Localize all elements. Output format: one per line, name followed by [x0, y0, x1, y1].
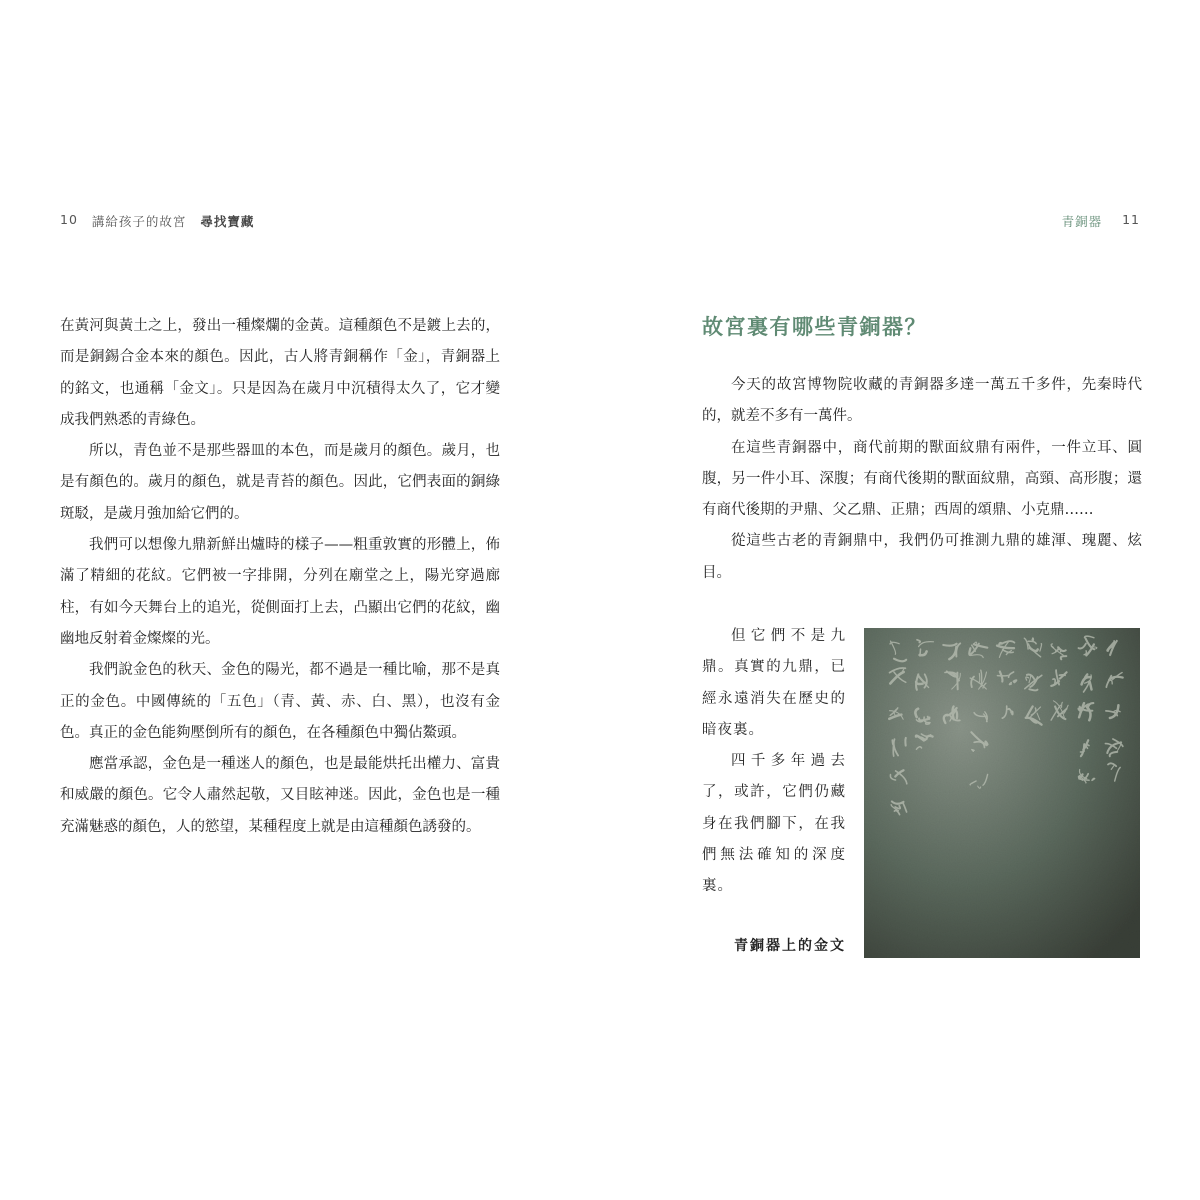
- side-paragraph: 四千多年過去了，或許，它們仍藏身在我們腳下，在我們無法確知的深度裏。: [702, 753, 846, 895]
- side-text: [702, 621, 846, 903]
- left-paragraph: 所以，青色並不是那些器皿的本色，而是歲月的顏色。歲月，也是有顏色的。歲月的顏色，就是青苔的顏色。因此，它們表面的銅綠斑駁，是歲月強加給它們的。: [60, 443, 500, 522]
- left-paragraph: 應當承認，金色是一種迷人的顏色，也是最能烘托出權力、富貴和威嚴的顏色。它令人肅然起敬，又目眩神迷。因此，金色也是一種充滿魅惑的顏色，人的慾望，某種程度上就是由這種顏色誘發的。: [60, 756, 500, 835]
- book-title: 講給孩子的故宮: [91, 214, 187, 229]
- inscription-stroke: [1033, 638, 1034, 640]
- left-running-head: [60, 212, 254, 230]
- section-title: 青銅器: [1061, 214, 1103, 229]
- right-paragraph: 在這些青銅器中，商代前期的獸面紋鼎有兩件，一件立耳、圓腹，另一件小耳、深腹；有商代後期的獸面紋鼎，高頸、高形腹；還有商代後期的尹鼎、父乙鼎、正鼎；西周的頌鼎、小克鼎……: [702, 439, 1142, 519]
- right-page-number: 11: [1122, 212, 1140, 227]
- section-heading: 故宮裏有哪些青銅器？: [702, 315, 927, 339]
- right-paragraph: 從這些古老的青銅鼎中，我們仍可推測九鼎的雄渾、瑰麗、炫目。: [702, 533, 1142, 581]
- book-subtitle: 尋找寶藏: [200, 214, 255, 229]
- left-paragraph: 在黃河與黃土之上，發出一種燦爛的金黃。這種顏色不是鍍上去的，而是銅錫合金本來的顏色。因此，古人將青銅稱作「金」，青銅器上的銘文，也通稱「金文」。只是因為在歲月中沉積得太久了，它才變成我們熟悉的青綠色。: [60, 318, 500, 428]
- side-paragraph: 但它們不是九鼎。真實的九鼎，已經永遠消失在歷史的暗夜裏。: [702, 628, 846, 738]
- inscription-stroke: [928, 717, 930, 720]
- inscription-stroke: [953, 707, 954, 720]
- photo-caption: 青銅器上的金文: [734, 938, 846, 954]
- inscription-stroke: [892, 740, 893, 744]
- right-body-text: [702, 370, 1142, 589]
- inscription-stroke: [1029, 689, 1037, 690]
- right-paragraph: 今天的故宮博物院收藏的青銅器多達一萬五千多件，先秦時代的，就差不多有一萬件。: [702, 377, 1142, 425]
- right-page: [600, 0, 1200, 1200]
- left-body-text: [60, 311, 500, 843]
- left-page-number: 10: [60, 212, 78, 227]
- inscription-stroke: [1014, 680, 1017, 682]
- left-paragraph: 我們說金色的秋天、金色的陽光，都不過是一種比喻，那不是真正的金色。中國傳統的「五色」（青、黃、赤、白、黑），也沒有金色。真正的金色能夠壓倒所有的顏色，在各種顏色中獨佔鰲頭。: [60, 662, 500, 741]
- right-running-head: [1062, 212, 1140, 230]
- left-paragraph: 我們可以想像九鼎新鮮出爐時的樣子——粗重敦實的形體上，佈滿了精細的花紋。它們被一字排開，分列在廟堂之上，陽光穿過廊柱，有如今天舞台上的追光，從側面打上去，凸顯出它們的花紋，幽幽地反射着金燦燦的光。: [60, 537, 500, 647]
- bronze-inscription-photo: [864, 628, 1140, 958]
- inscription-stroke: [920, 649, 921, 656]
